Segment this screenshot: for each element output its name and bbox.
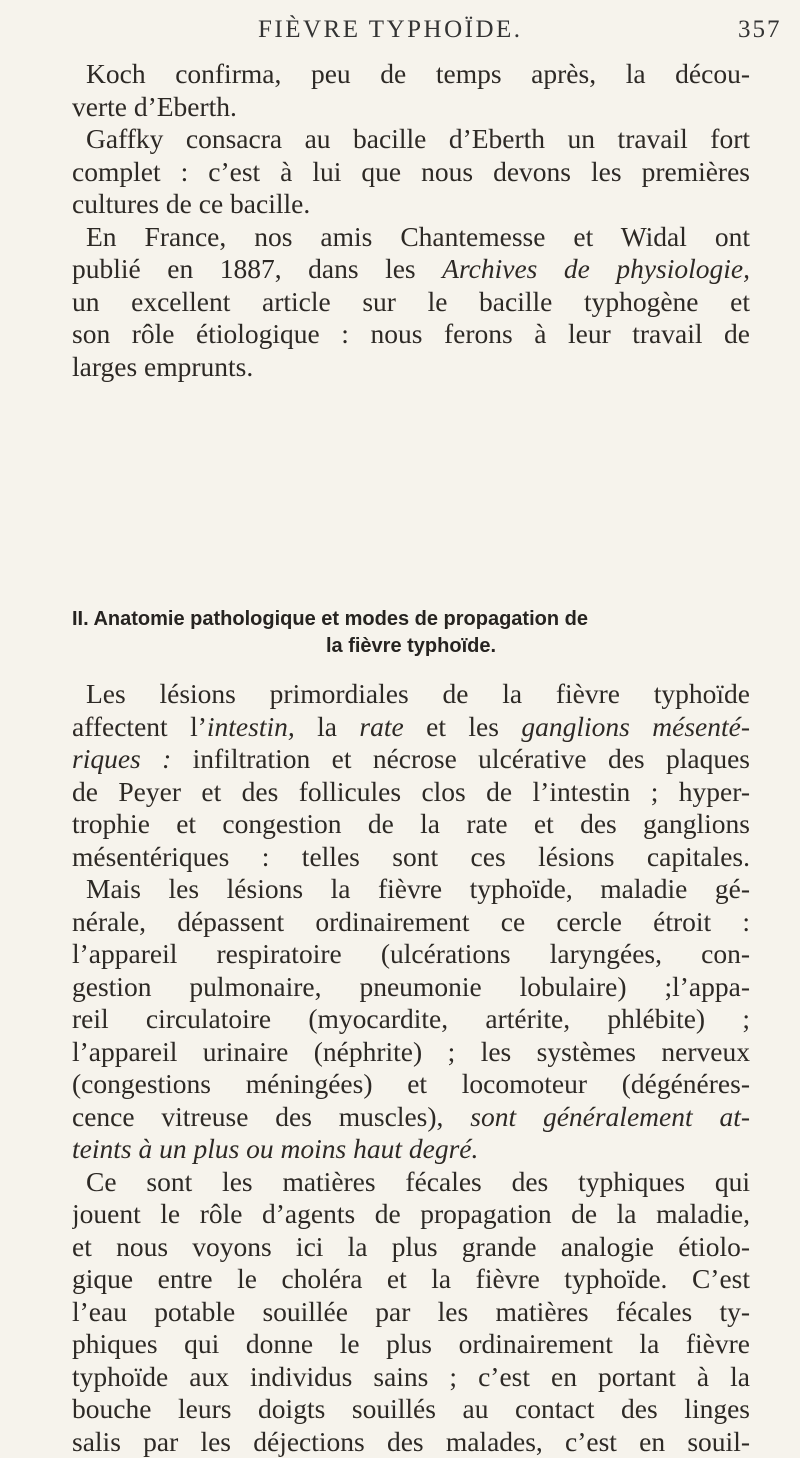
body-text-run: infiltration et nécrose ulcérative des plaques (171, 743, 750, 774)
emphasis: sont généralement at- (470, 1101, 750, 1132)
body-line: trophie et congestion de la rate et des ganglions (72, 808, 750, 841)
body-line: bouche leurs doigts souillés au contact des linges (72, 1393, 750, 1426)
paragraph-line: Gaffky consacra au bacille d’Eberth un travail fort (72, 123, 750, 156)
body-line: (congestions méningées) et locomoteur (dégénéres- (72, 1068, 750, 1101)
emphasis: rate (359, 711, 403, 742)
emphasis: ganglions mésenté- (521, 711, 750, 742)
body-line: nérale, dépassent ordinairement ce cercle étroit : (72, 906, 750, 939)
emphasis: teints à un plus ou moins haut degré. (72, 1133, 478, 1164)
paragraph-text: publié en 1887, dans les (72, 253, 416, 284)
intro-paragraphs (72, 58, 750, 383)
body-line: l’appareil respiratoire (ulcérations laryngées, con- (72, 938, 750, 971)
body-line (72, 1133, 750, 1166)
section-heading-line: la fièvre typhoïde. (72, 633, 750, 660)
paragraph-line (72, 253, 750, 286)
body-line (72, 711, 750, 744)
paragraph-line: un excellent article sur le bacille typhogène et (72, 286, 750, 319)
body-text-run: et les (404, 711, 522, 742)
emphasis: intestin, (207, 711, 295, 742)
body-line: gestion pulmonaire, pneumonie lobulaire) ;l’appa- (72, 971, 750, 1004)
body-text-run: cence vitreuse des muscles), (72, 1101, 470, 1132)
running-title: FIÈVRE TYPHOÏDE. (258, 16, 523, 44)
paragraph-line: En France, nos amis Chantemesse et Widal ont (72, 221, 750, 254)
body-line: typhoïde aux individus sains ; c’est en portant à la (72, 1361, 750, 1394)
section-heading-line: II. Anatomie pathologique et modes de propagation de (72, 606, 750, 633)
body-line: salis par les déjections des malades, c’est en souil- (72, 1426, 750, 1458)
body-line: reil circulatoire (myocardite, artérite, phlébite) ; (72, 1003, 750, 1036)
paragraph-line: cultures de ce bacille. (72, 188, 750, 221)
body-line: et nous voyons ici la plus grande analogie étiolo- (72, 1231, 750, 1264)
paragraph-line: larges emprunts. (72, 351, 750, 384)
body-line: gique entre le choléra et la fièvre typhoïde. C’est (72, 1263, 750, 1296)
paragraph-line: complet : c’est à lui que nous devons les premières (72, 156, 750, 189)
body-line: Les lésions primordiales de la fièvre typhoïde (72, 678, 750, 711)
body-line (72, 1101, 750, 1134)
body-line: jouent le rôle d’agents de propagation de la maladie, (72, 1198, 750, 1231)
body-line: mésentériques : telles sont ces lésions capitales. (72, 841, 750, 874)
running-header (0, 14, 800, 54)
body-text-run: affectent l’ (72, 711, 207, 742)
body-line: Ce sont les matières fécales des typhiques qui (72, 1166, 750, 1199)
paragraph-line: verte d’Eberth. (72, 91, 750, 124)
emphasis: riques : (72, 743, 171, 774)
paragraph-line: Koch confirma, peu de temps après, la décou- (72, 58, 750, 91)
body-line: Mais les lésions la fièvre typhoïde, maladie gé- (72, 873, 750, 906)
body-line: l’appareil urinaire (néphrite) ; les systèmes nerveux (72, 1036, 750, 1069)
body-line: phiques qui donne le plus ordinairement la fièvre (72, 1328, 750, 1361)
journal-title: Archives de physiologie, (442, 253, 750, 284)
body-line: l’eau potable souillée par les matières fécales ty- (72, 1296, 750, 1329)
section-heading (72, 606, 750, 660)
page-number: 357 (738, 16, 782, 44)
body-line (72, 743, 750, 776)
body-text-run: la (295, 711, 360, 742)
body-text (72, 678, 750, 1458)
paragraph-line: son rôle étiologique : nous ferons à leur travail de (72, 318, 750, 351)
body-line: de Peyer et des follicules clos de l’intestin ; hyper- (72, 776, 750, 809)
